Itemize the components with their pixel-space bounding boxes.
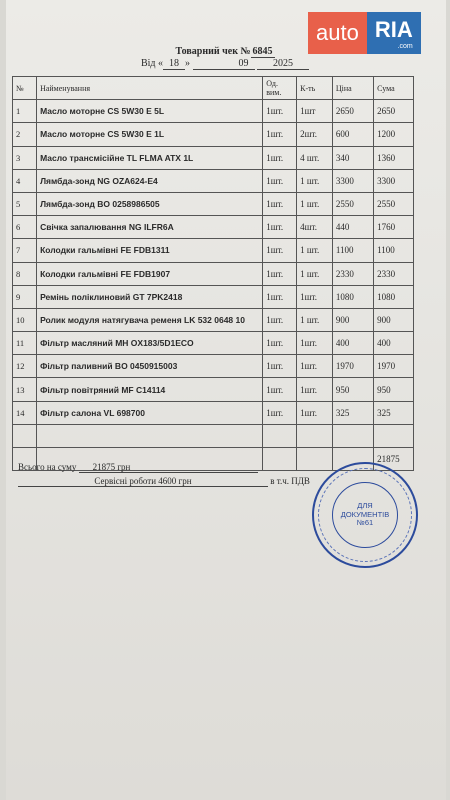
receipt-title-label: Товарний чек № [175, 46, 251, 57]
brand-logo-auto: auto [308, 12, 367, 54]
row-number: 8 [13, 262, 37, 285]
item-price: 2550 [332, 192, 373, 215]
item-name: Лямбда-зонд BO 0258986505 [37, 192, 263, 215]
stamp-line-3: №61 [356, 518, 374, 528]
item-qty: 1шт. [297, 332, 333, 355]
item-qty: 2шт. [297, 123, 333, 146]
item-price: 950 [332, 378, 373, 401]
item-name: Ролик модуля натягувача ременя LK 532 0648 10 [37, 308, 263, 331]
item-sum: 1080 [374, 285, 414, 308]
item-name: Фільтр масляний MH OX183/5D1ECO [37, 332, 263, 355]
table-row [13, 355, 414, 378]
item-name: Колодки гальмівні FE FDB1311 [37, 239, 263, 262]
item-name: Ремінь поліклиновий GT 7PK2418 [37, 285, 263, 308]
item-price: 340 [332, 146, 373, 169]
item-qty: 4шт. [297, 216, 333, 239]
table-row [13, 332, 414, 355]
service-line [18, 476, 358, 487]
col-number: № [13, 77, 37, 100]
table-row-empty [13, 424, 414, 447]
row-number: 1 [13, 100, 37, 123]
item-sum: 900 [374, 308, 414, 331]
empty-cell [332, 424, 373, 447]
item-price: 3300 [332, 169, 373, 192]
receipt-date [0, 58, 450, 70]
row-number: 3 [13, 146, 37, 169]
table-row [13, 378, 414, 401]
item-qty: 1шт. [297, 355, 333, 378]
item-qty: 1 шт. [297, 169, 333, 192]
date-month: 09 [193, 58, 255, 70]
item-sum: 325 [374, 401, 414, 424]
item-unit: 1шт. [263, 378, 297, 401]
date-sep: » [185, 58, 191, 69]
item-price: 2650 [332, 100, 373, 123]
table-row [13, 239, 414, 262]
item-price: 2330 [332, 262, 373, 285]
empty-cell [297, 448, 333, 471]
item-sum: 1100 [374, 239, 414, 262]
row-number: 12 [13, 355, 37, 378]
item-sum: 400 [374, 332, 414, 355]
table-row [13, 100, 414, 123]
item-unit: 1шт. [263, 355, 297, 378]
item-qty: 1 шт. [297, 308, 333, 331]
item-qty: 4 шт. [297, 146, 333, 169]
table-row [13, 401, 414, 424]
item-sum: 2550 [374, 192, 414, 215]
col-sum: Сума [374, 77, 414, 100]
item-name: Лямбда-зонд NG OZA624-E4 [37, 169, 263, 192]
table-header-row [13, 77, 414, 100]
item-unit: 1шт. [263, 216, 297, 239]
item-qty: 1 шт. [297, 192, 333, 215]
item-qty: 1шт [297, 100, 333, 123]
empty-cell [374, 424, 414, 447]
stamp-line-1: ДЛЯ [357, 501, 373, 511]
table-row [13, 308, 414, 331]
table-row [13, 216, 414, 239]
items-table [12, 76, 414, 471]
item-unit: 1шт. [263, 239, 297, 262]
item-price: 1100 [332, 239, 373, 262]
item-price: 600 [332, 123, 373, 146]
date-year: 2025 [257, 58, 309, 70]
item-price: 440 [332, 216, 373, 239]
row-number: 14 [13, 401, 37, 424]
row-number: 13 [13, 378, 37, 401]
item-sum: 3300 [374, 169, 414, 192]
item-sum: 1970 [374, 355, 414, 378]
row-number: 6 [13, 216, 37, 239]
item-unit: 1шт. [263, 285, 297, 308]
service-text: Сервісні роботи 4600 грн [18, 476, 268, 487]
item-sum: 1360 [374, 146, 414, 169]
item-unit: 1шт. [263, 123, 297, 146]
item-name: Масло моторне CS 5W30 E 1L [37, 123, 263, 146]
row-number: 7 [13, 239, 37, 262]
col-price: Ціна [332, 77, 373, 100]
table-row [13, 262, 414, 285]
total-sum-line [18, 462, 258, 473]
item-price: 1970 [332, 355, 373, 378]
date-prefix: Від « [140, 58, 164, 69]
row-number: 9 [13, 285, 37, 308]
receipt-number: 6845 [252, 46, 273, 57]
empty-cell [263, 448, 297, 471]
item-sum: 1760 [374, 216, 414, 239]
item-price: 1080 [332, 285, 373, 308]
receipt-title [0, 46, 450, 57]
brand-logo-ria-text: RIA [374, 16, 413, 42]
item-sum: 950 [374, 378, 414, 401]
row-number: 5 [13, 192, 37, 215]
empty-cell [263, 424, 297, 447]
item-price: 325 [332, 401, 373, 424]
row-number: 2 [13, 123, 37, 146]
empty-cell [37, 424, 263, 447]
total-cell: 21875 [374, 448, 414, 471]
sum-label: Всього на суму [18, 462, 77, 472]
sum-value: 21875 грн [79, 462, 258, 473]
item-sum: 1200 [374, 123, 414, 146]
item-name: Колодки гальмівні FE FDB1907 [37, 262, 263, 285]
item-name: Фільтр салона VL 698700 [37, 401, 263, 424]
date-day: 18 [163, 58, 185, 70]
col-name: Найменування [37, 77, 263, 100]
row-number: 10 [13, 308, 37, 331]
brand-logo-suffix: .com [397, 42, 413, 50]
item-sum: 2650 [374, 100, 414, 123]
table-row [13, 123, 414, 146]
item-qty: 1шт. [297, 285, 333, 308]
table-row [13, 169, 414, 192]
table-row [13, 285, 414, 308]
item-unit: 1шт. [263, 262, 297, 285]
col-qty: К-ть [297, 77, 333, 100]
item-unit: 1шт. [263, 100, 297, 123]
table-row [13, 146, 414, 169]
item-name: Свічка запалювання NG ILFR6A [37, 216, 263, 239]
item-unit: 1шт. [263, 332, 297, 355]
stamp-line-2: ДОКУМЕНТІВ [340, 509, 390, 519]
item-price: 400 [332, 332, 373, 355]
item-price: 900 [332, 308, 373, 331]
official-stamp [312, 462, 418, 568]
item-qty: 1шт. [297, 401, 333, 424]
item-unit: 1шт. [263, 192, 297, 215]
item-name: Масло трансмісійне TL FLMA ATX 1L [37, 146, 263, 169]
item-qty: 1 шт. [297, 262, 333, 285]
item-unit: 1шт. [263, 401, 297, 424]
item-unit: 1шт. [263, 146, 297, 169]
item-name: Масло моторне CS 5W30 E 5L [37, 100, 263, 123]
item-name: Фільтр повітряний MF C14114 [37, 378, 263, 401]
item-unit: 1шт. [263, 169, 297, 192]
vat-label: в т.ч. ПДВ [270, 476, 310, 486]
row-number: 11 [13, 332, 37, 355]
item-qty: 1 шт. [297, 239, 333, 262]
stamp-ring [318, 468, 412, 562]
empty-cell [297, 424, 333, 447]
empty-cell [13, 424, 37, 447]
row-number: 4 [13, 169, 37, 192]
item-qty: 1шт. [297, 378, 333, 401]
item-sum: 2330 [374, 262, 414, 285]
table-body [13, 100, 414, 425]
col-unit: Од. вим. [263, 77, 297, 100]
item-unit: 1шт. [263, 308, 297, 331]
table-row [13, 192, 414, 215]
item-name: Фільтр паливний BO 0450915003 [37, 355, 263, 378]
